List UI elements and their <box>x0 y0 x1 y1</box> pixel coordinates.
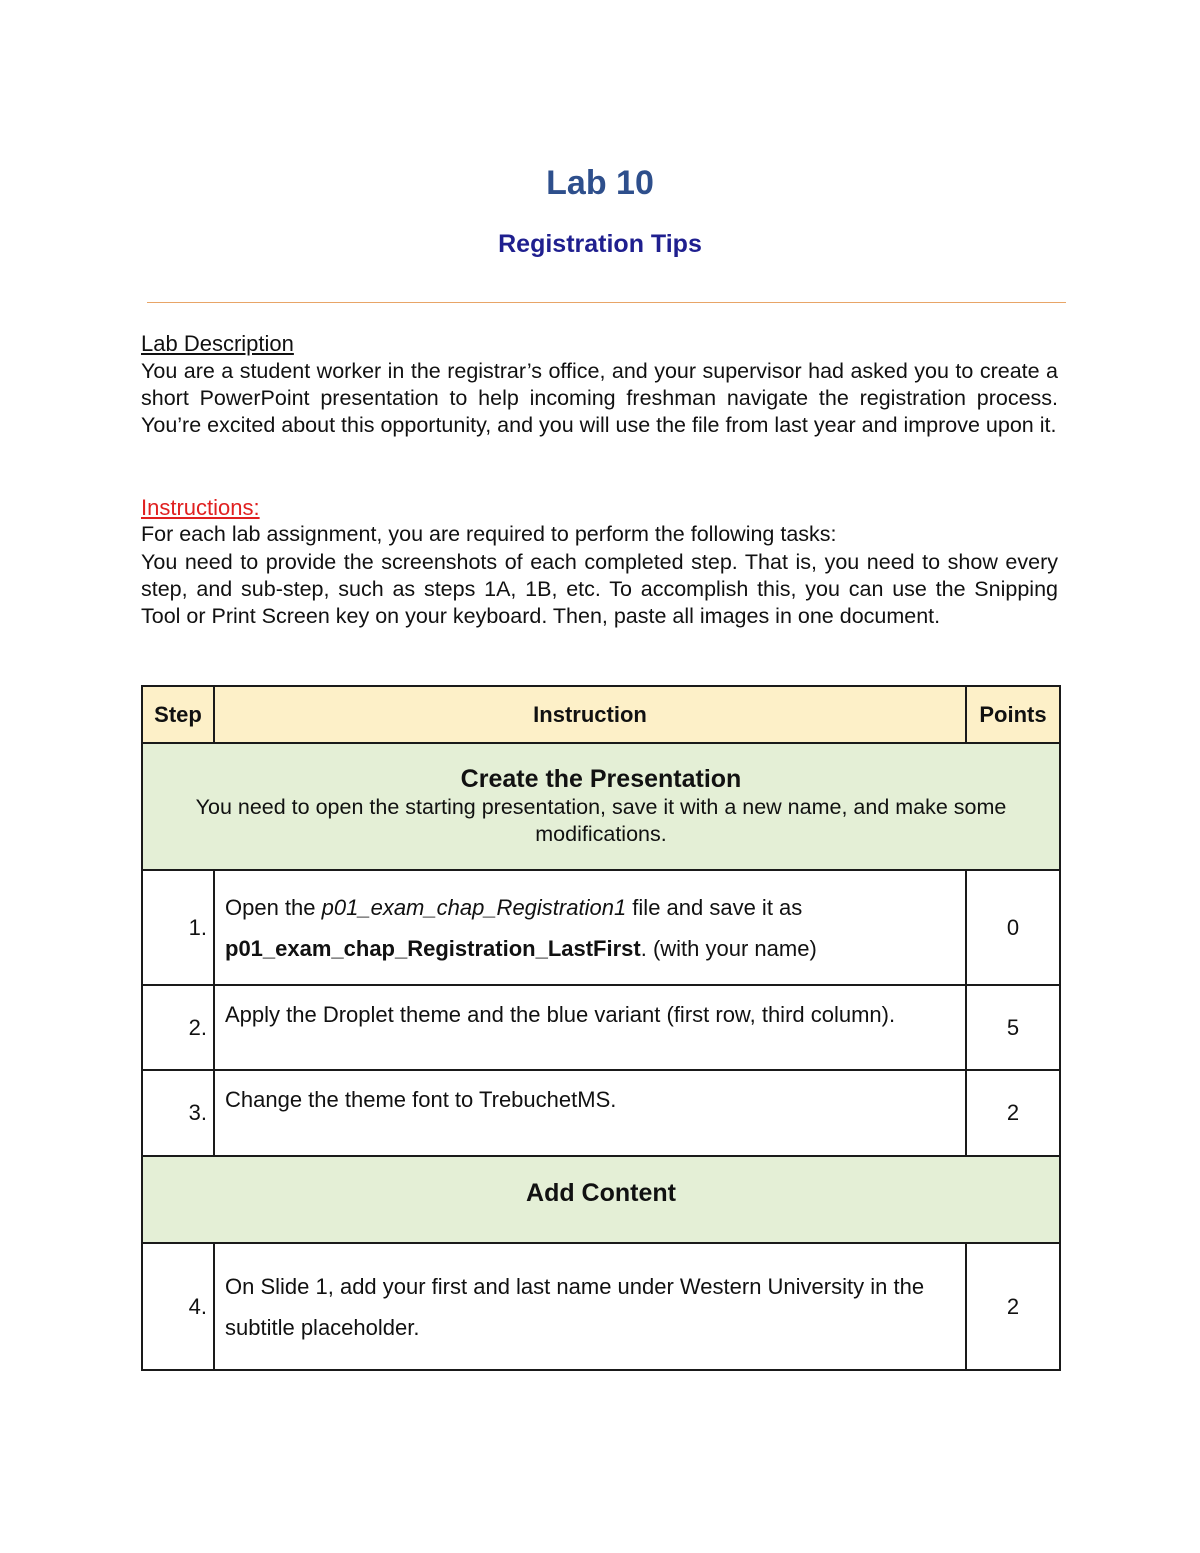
filename-italic: p01_exam_chap_Registration1 <box>321 894 627 920</box>
table-header-row <box>142 686 1060 743</box>
header-instruction: Instruction <box>214 686 966 743</box>
step-instruction: Apply the Droplet theme and the blue variant (first row, third column). <box>214 985 966 1070</box>
page-title: Lab 10 <box>546 164 654 202</box>
section-title-create: Create the Presentation <box>460 765 742 793</box>
step-instruction <box>214 870 966 985</box>
section-row-add-content <box>142 1156 1060 1243</box>
instruction-text: . (with your name) <box>640 935 817 961</box>
instructions-heading: Instructions: <box>141 495 260 520</box>
step-instruction: Change the theme font to TrebuchetMS. <box>214 1070 966 1156</box>
header-points: Points <box>966 686 1060 743</box>
step-instruction: On Slide 1, add your first and last name under Western University in the subtitle placeholder. <box>214 1243 966 1370</box>
step-points: 0 <box>966 870 1060 985</box>
table-row <box>142 870 1060 985</box>
table-row <box>142 985 1060 1070</box>
table-row <box>142 1243 1060 1370</box>
instructions-intro: For each lab assignment, you are required to perform the following tasks: <box>141 522 837 546</box>
step-points: 2 <box>966 1070 1060 1156</box>
step-number: 4. <box>142 1243 214 1370</box>
section-row-create <box>142 743 1060 870</box>
divider-line <box>147 302 1066 303</box>
step-number: 2. <box>142 985 214 1070</box>
instruction-text: Open the <box>225 894 322 920</box>
page-subtitle: Registration Tips <box>498 230 702 258</box>
section-desc-create: You need to open the starting presentation, save it with a new name, and make some modifications. <box>195 795 1007 846</box>
instruction-text: file and save it as <box>626 894 803 920</box>
header-step: Step <box>142 686 214 743</box>
step-points: 5 <box>966 985 1060 1070</box>
table-row <box>142 1070 1060 1156</box>
filename-bold: p01_exam_chap_Registration_LastFirst <box>225 935 641 961</box>
step-number: 1. <box>142 870 214 985</box>
lab-description-heading: Lab Description <box>141 331 294 356</box>
lab-description-text: You are a student worker in the registrar’s office, and your supervisor had asked you to create a short PowerPoint presentation to help incoming freshman navigate the registration process. You’re excited about this opportunity, and you will use the file from last year and improve upon it. <box>141 359 1058 437</box>
step-number: 3. <box>142 1070 214 1156</box>
section-title-add-content: Add Content <box>526 1179 676 1207</box>
steps-table <box>141 685 1061 1371</box>
instructions-text: You need to provide the screenshots of each completed step. That is, you need to show every step, and sub-step, such as steps 1A, 1B, etc. To accomplish this, you can use the Snipping Tool or Print Screen key on your keyboard. Then, paste all images in one document. <box>141 550 1058 628</box>
step-points: 2 <box>966 1243 1060 1370</box>
